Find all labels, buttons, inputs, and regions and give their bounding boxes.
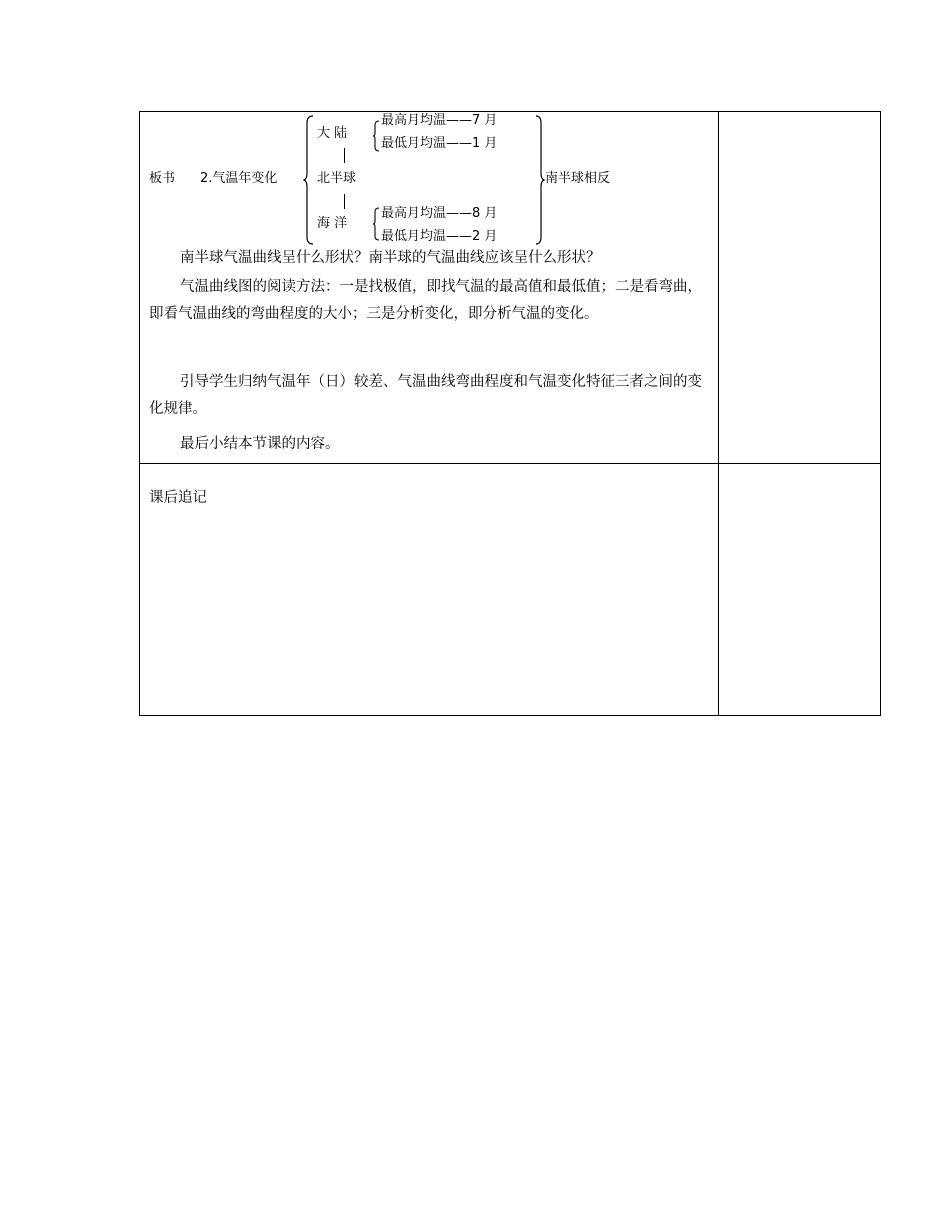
continent-label: 大 陆	[317, 126, 348, 141]
paragraph-2	[149, 274, 715, 328]
continent-brace-icon	[372, 120, 380, 152]
ocean-label: 海 洋	[317, 216, 348, 231]
board-heading: 2.气温年变化	[200, 171, 278, 186]
south-hemisphere-note: 南半球相反	[545, 171, 611, 186]
post-class-notes-title: 课后追记	[149, 490, 207, 506]
right-brace-icon	[535, 115, 545, 245]
paragraph-3	[149, 369, 715, 423]
side-notes-cell-2	[718, 463, 881, 716]
teaching-content-cell	[139, 111, 719, 464]
lesson-table	[139, 111, 881, 716]
continent-min-temp: 最低月均温——1 月	[381, 136, 498, 151]
paragraph-1	[149, 245, 715, 272]
paragraph-3-text: 引导学生归纳气温年（日）较差、气温曲线弯曲程度和气温变化特征三者之间的变化规律。	[149, 374, 702, 417]
north-hemisphere-label: 北半球	[317, 171, 357, 186]
left-brace-icon	[303, 115, 315, 245]
paragraph-2-text: 气温曲线图的阅读方法：一是找极值，即找气温的最高值和最低值；二是看弯曲，即看气温曲线的弯曲程度的大小；三是分析变化，即分析气温的变化。	[149, 279, 702, 322]
paragraph-4-text: 最后小结本节课的内容。	[180, 436, 340, 452]
board-label: 板书	[149, 171, 176, 186]
continent-max-temp: 最高月均温——7 月	[381, 113, 498, 128]
post-class-notes-cell	[139, 463, 719, 716]
paragraph-4	[149, 431, 715, 458]
vertical-connector-bottom	[344, 194, 345, 209]
ocean-max-temp: 最高月均温——8 月	[381, 206, 498, 221]
side-notes-cell-1	[718, 111, 881, 464]
ocean-min-temp: 最低月均温——2 月	[381, 229, 498, 244]
ocean-brace-icon	[372, 207, 380, 241]
vertical-connector-top	[344, 148, 345, 163]
paragraph-1-text: 南半球气温曲线呈什么形状？南半球的气温曲线应该呈什么形状？	[180, 250, 601, 266]
